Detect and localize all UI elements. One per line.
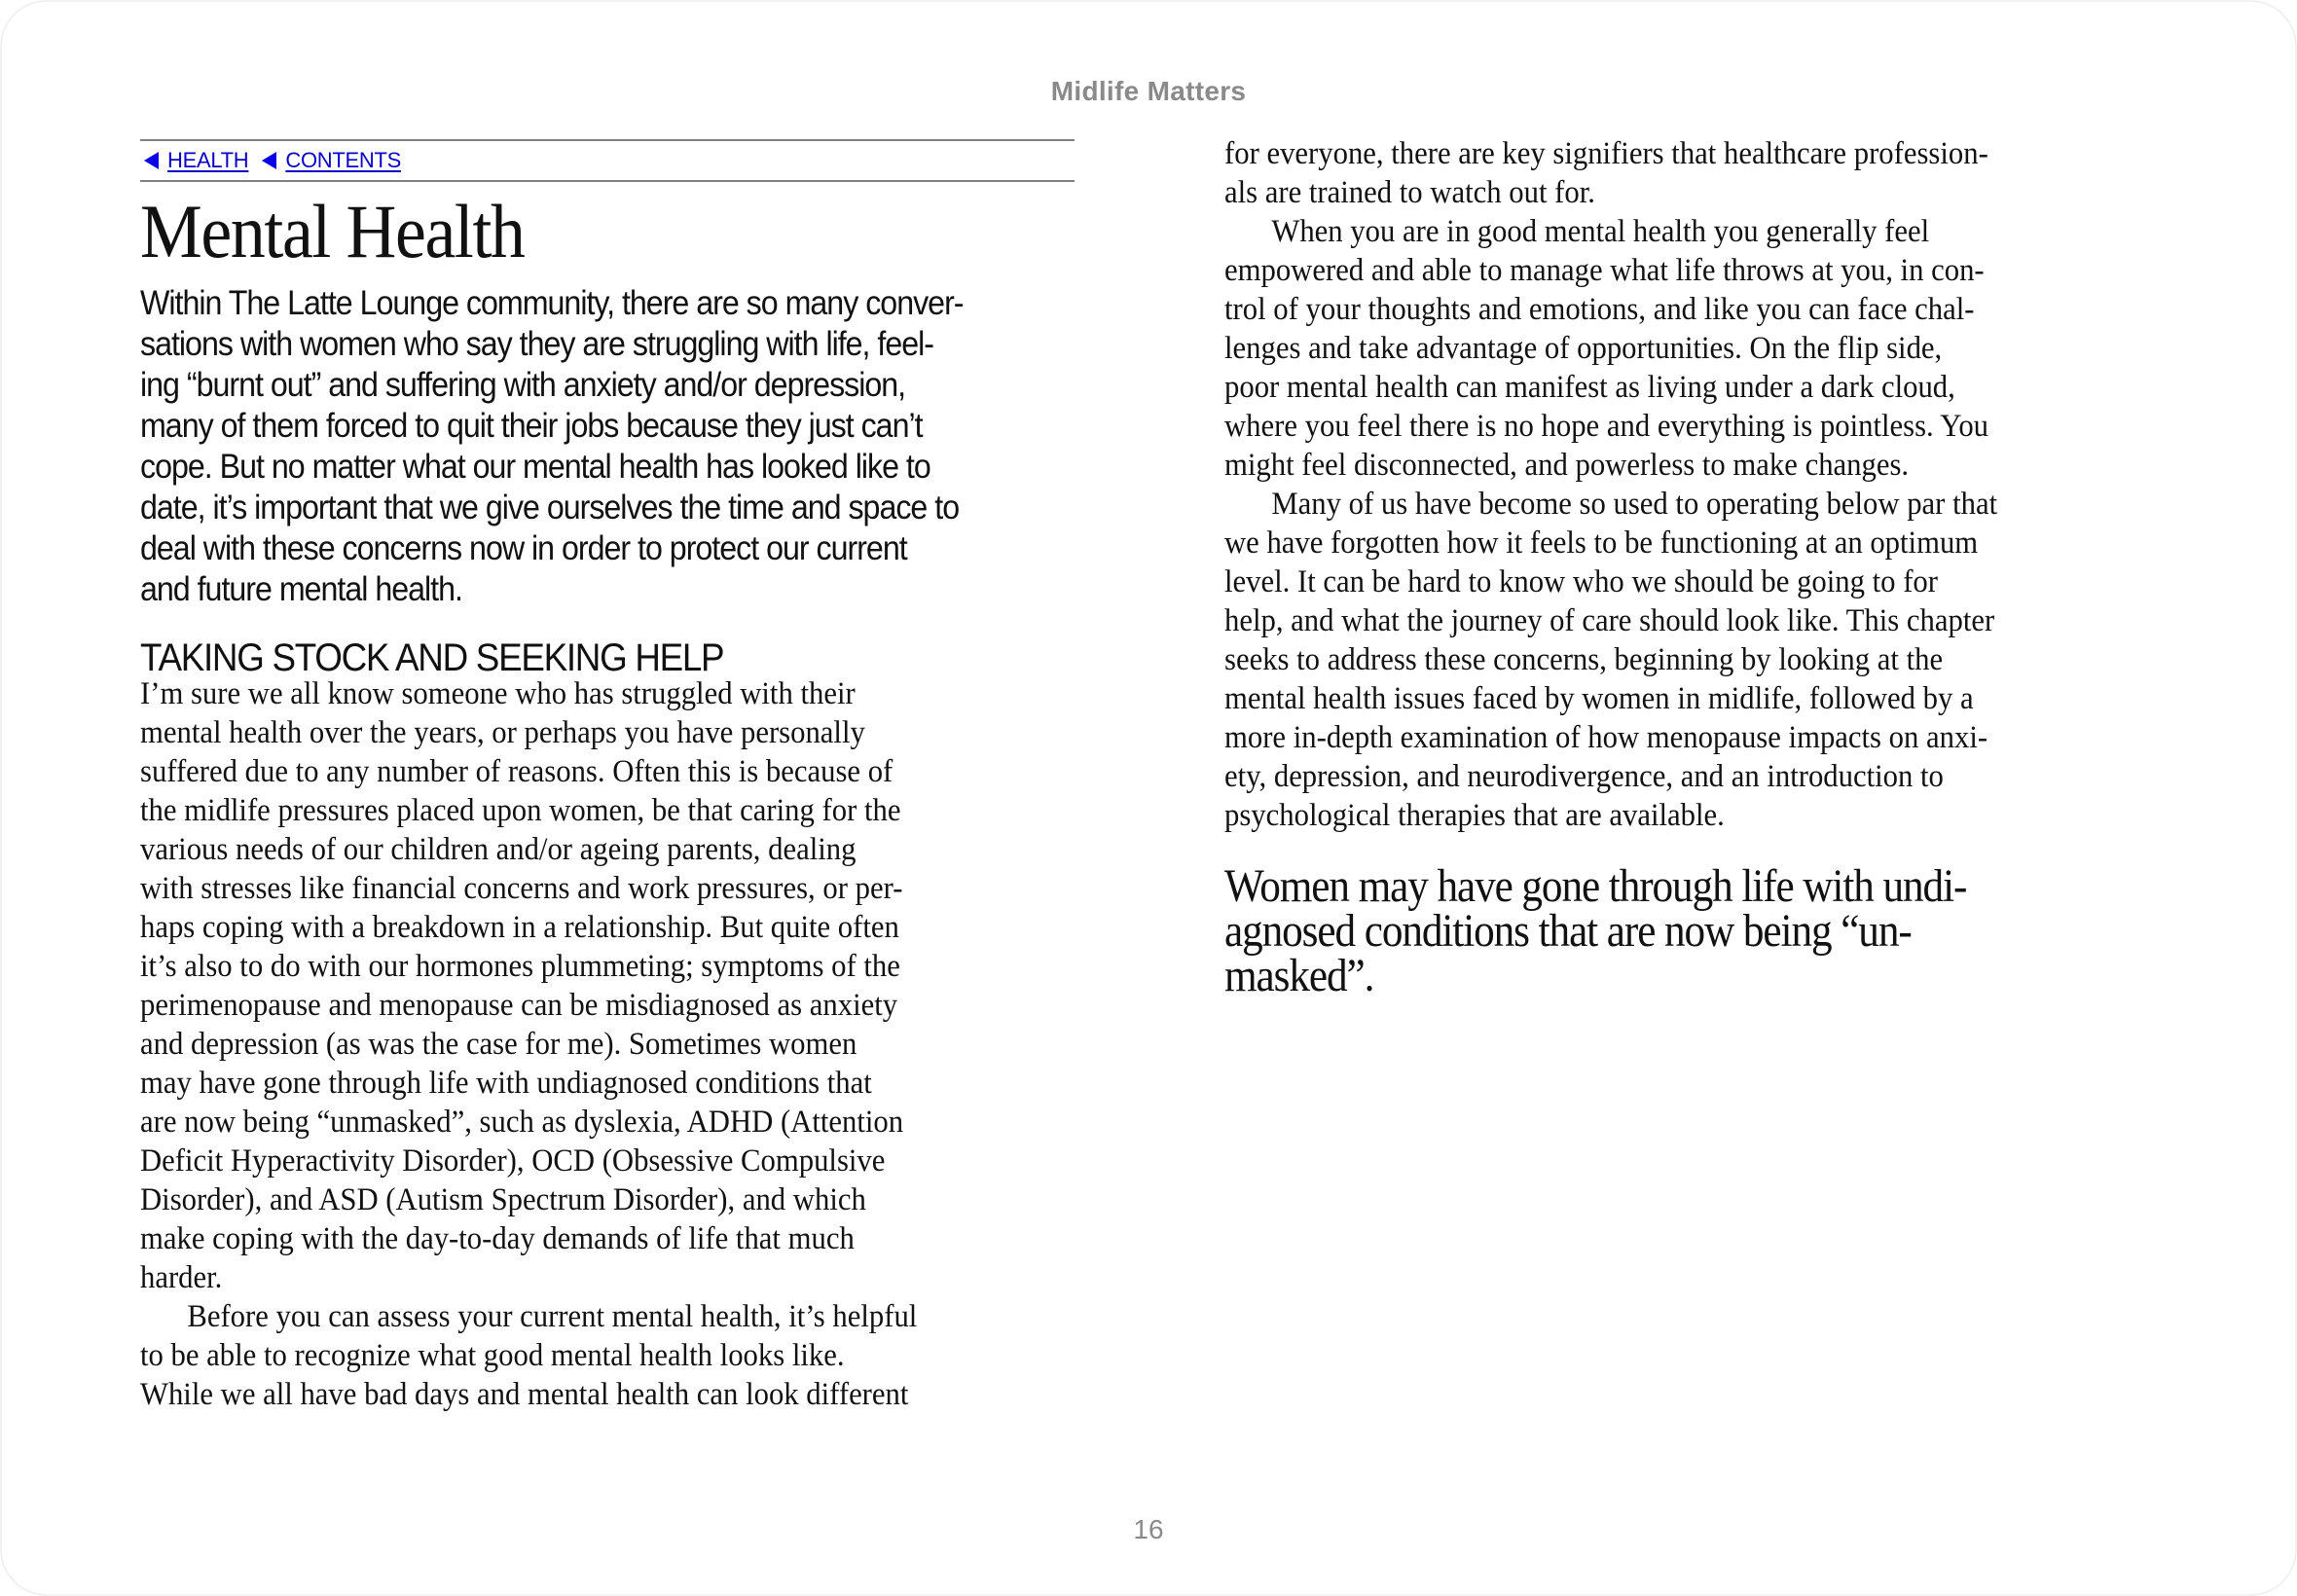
page-number: 16 <box>1133 1514 1164 1544</box>
body-line: more in-depth examination of how menopause impacts on anxi- <box>1224 720 1988 755</box>
body-line: level. It can be hard to know who we should be going to for <box>1224 564 1938 599</box>
body-line: the midlife pressures placed upon women, be that caring for the <box>140 793 901 828</box>
pull-quote-line: Women may have gone through life with undi- <box>1224 860 1967 912</box>
intro-line: cope. But no matter what our mental health has looked like to <box>140 448 930 486</box>
body-line: and depression (as was the case for me). Sometimes women <box>140 1027 857 1062</box>
body-line: haps coping with a breakdown in a relationship. But quite often <box>140 910 899 945</box>
left-body-text <box>140 674 975 1414</box>
body-line: psychological therapies that are available. <box>1224 798 1725 833</box>
body-line: seeks to address these concerns, beginning by looking at the <box>1224 642 1944 677</box>
pull-quote-line: masked”. <box>1224 950 1374 1001</box>
body-line: trol of your thoughts and emotions, and like you can face chal- <box>1224 292 1975 327</box>
body-line: where you feel there is no hope and everything is pointless. You <box>1224 409 1989 444</box>
intro-line: deal with these concerns now in order to protect our current <box>140 529 907 567</box>
chapter-title: Mental Health <box>140 189 525 273</box>
body-line: for everyone, there are key signifiers that healthcare profession- <box>1224 136 1988 171</box>
body-line: poor mental health can manifest as living under a dark cloud, <box>1224 370 1955 405</box>
body-line: are now being “unmasked”, such as dyslexia, ADHD (Attention <box>140 1105 904 1140</box>
body-line: lenges and take advantage of opportunities. On the flip side, <box>1224 331 1943 366</box>
body-line: When you are in good mental health you generally feel <box>1271 214 1930 249</box>
body-line: we have forgotten how it feels to be functioning at an optimum <box>1224 526 1979 561</box>
nav-link-contents[interactable]: CONTENTS <box>285 148 401 172</box>
body-line: While we all have bad days and mental health can look different <box>140 1377 909 1412</box>
body-line: I’m sure we all know someone who has struggled with their <box>140 676 856 711</box>
body-line: to be able to recognize what good mental health looks like. <box>140 1338 845 1373</box>
body-line: with stresses like financial concerns and work pressures, or per- <box>140 871 903 906</box>
body-line: Disorder), and ASD (Autism Spectrum Disorder), and which <box>140 1182 866 1217</box>
section-heading: TAKING STOCK AND SEEKING HELP <box>140 636 724 679</box>
right-body-text <box>1224 134 2056 835</box>
body-line: may have gone through life with undiagnosed conditions that <box>140 1066 872 1101</box>
body-line: might feel disconnected, and powerless to make changes. <box>1224 448 1910 483</box>
body-line: Many of us have become so used to operating below par that <box>1271 487 1998 522</box>
intro-line: many of them forced to quit their jobs because they just can’t <box>140 407 923 445</box>
body-line: it’s also to do with our hormones plummeting; symptoms of the <box>140 949 900 984</box>
body-line: ety, depression, and neurodivergence, and an introduction to <box>1224 759 1944 794</box>
body-line: als are trained to watch out for. <box>1224 175 1595 210</box>
chapter-nav-bar <box>140 139 1075 182</box>
body-line: various needs of our children and/or ageing parents, dealing <box>140 832 857 867</box>
nav-link-health[interactable]: HEALTH <box>167 148 249 172</box>
pull-quote-line: agnosed conditions that are now being “un- <box>1224 905 1912 957</box>
intro-line: date, it’s important that we give ourselves the time and space to <box>140 489 960 526</box>
intro-line: and future mental health. <box>140 570 462 608</box>
body-line: suffered due to any number of reasons. Often this is because of <box>140 754 893 789</box>
intro-line: sations with women who say they are struggling with life, feel- <box>140 325 934 363</box>
body-line: Before you can assess your current mental health, it’s helpful <box>187 1299 918 1334</box>
body-line: empowered and able to manage what life throws at you, in con- <box>1224 253 1985 288</box>
intro-line: Within The Latte Lounge community, there are so many conver- <box>140 284 964 322</box>
triangle-left-icon[interactable] <box>262 152 276 169</box>
body-line: make coping with the day-to-day demands of life that much <box>140 1221 855 1256</box>
triangle-left-icon[interactable] <box>144 152 159 169</box>
body-line: mental health issues faced by women in midlife, followed by a <box>1224 681 1974 716</box>
body-line: harder. <box>140 1260 223 1295</box>
body-line: mental health over the years, or perhaps you have personally <box>140 715 865 750</box>
chapter-intro <box>140 283 1094 610</box>
body-line: Deficit Hyperactivity Disorder), OCD (Obsessive Compulsive <box>140 1143 886 1179</box>
pull-quote <box>1224 860 2049 1001</box>
body-line: perimenopause and menopause can be misdiagnosed as anxiety <box>140 988 898 1023</box>
body-line: help, and what the journey of care should look like. This chapter <box>1224 603 1995 638</box>
intro-line: ing “burnt out” and suffering with anxiety and/or depression, <box>140 366 906 404</box>
running-head-book-title: Midlife Matters <box>1050 76 1247 106</box>
